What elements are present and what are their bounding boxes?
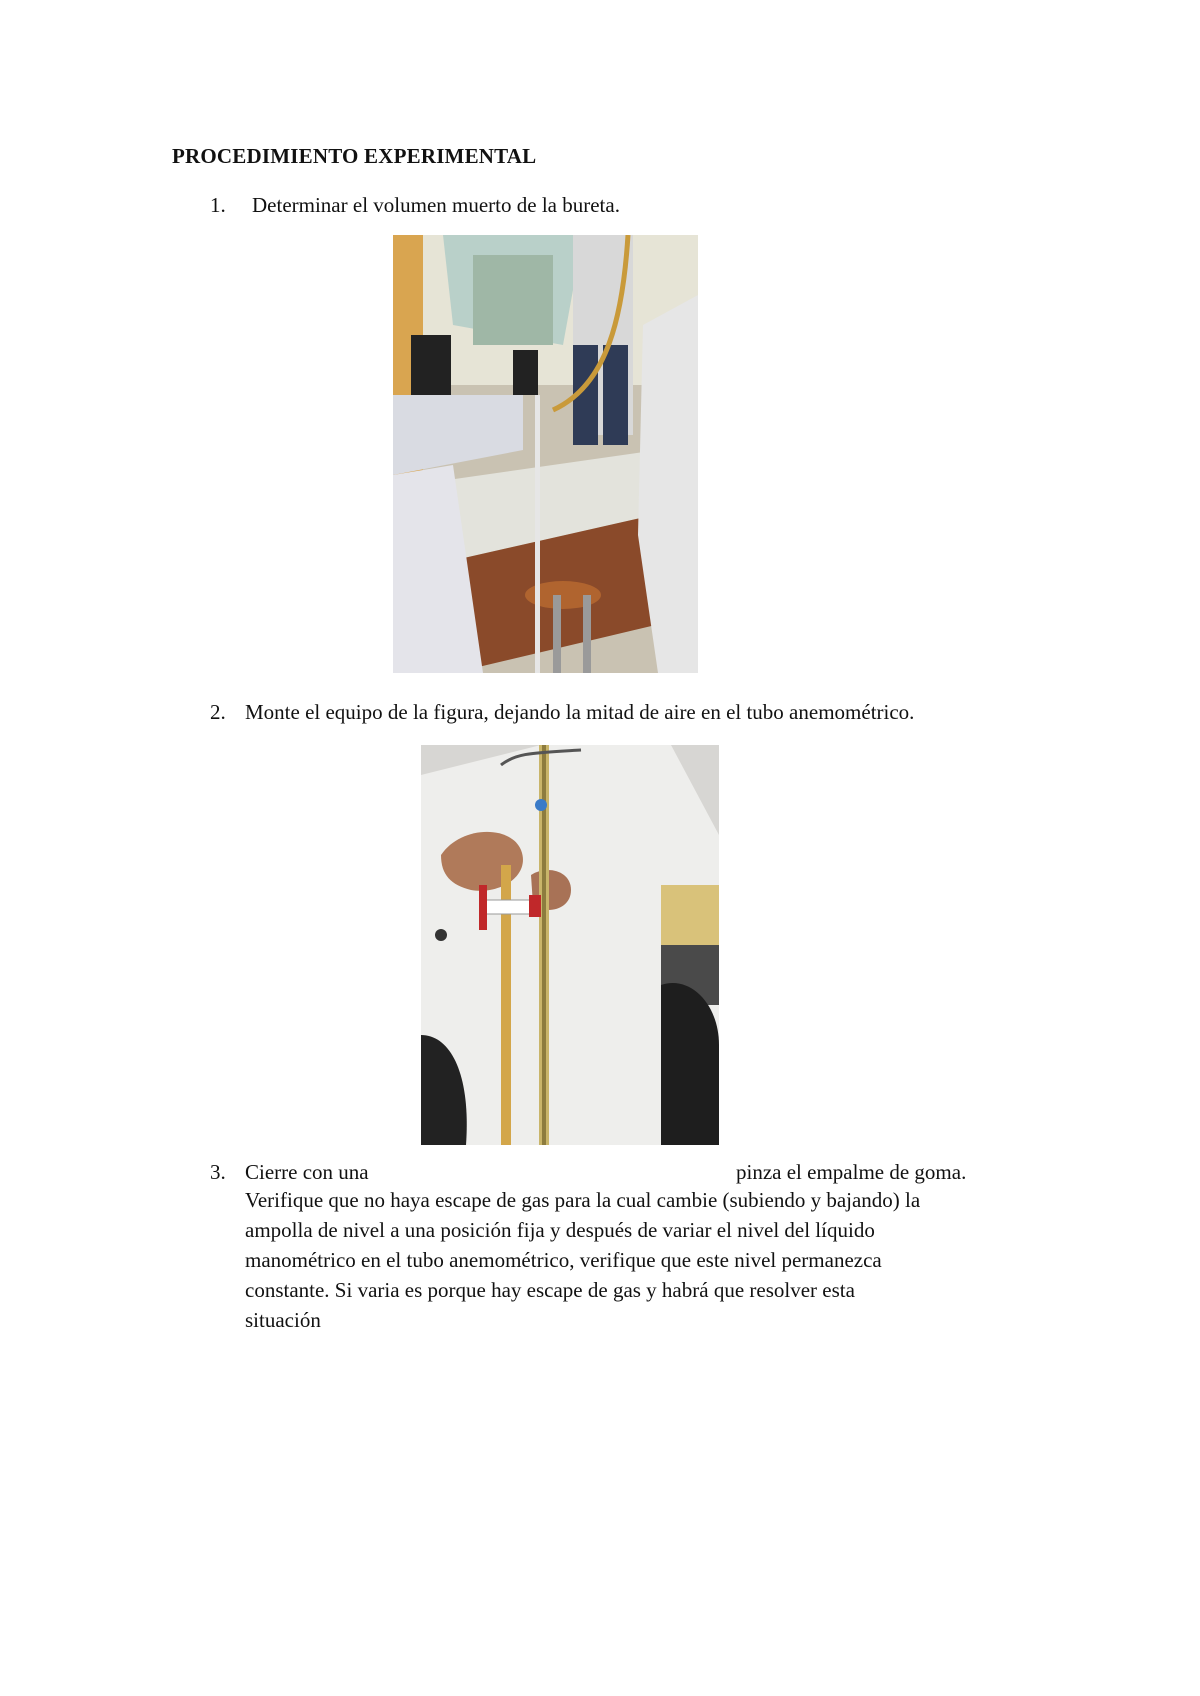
step-3-line: situación xyxy=(245,1308,321,1332)
step-3-text-end: pinza el empalme de goma. xyxy=(736,1160,967,1184)
step-3-text-start: Cierre con una xyxy=(245,1160,369,1184)
step-2-text: Monte el equipo de la figura, dejando la mitad de aire en el tubo anemométrico. xyxy=(245,700,915,724)
step-1-text: Determinar el volumen muerto de la bureta. xyxy=(252,193,620,217)
step-3-line: Verifique que no haya escape de gas para la cual cambie (subiendo y bajando) la xyxy=(245,1188,921,1212)
step-1-number: 1. xyxy=(210,193,226,217)
step-2-number: 2. xyxy=(210,700,226,724)
step-3-number: 3. xyxy=(210,1160,226,1184)
lab-photo-equipment xyxy=(421,745,719,1145)
step-3-line: constante. Si varia es porque hay escape de gas y habrá que resolver esta xyxy=(245,1278,855,1302)
step-3-line: manométrico en el tubo anemométrico, verifique que este nivel permanezca xyxy=(245,1248,882,1272)
page-heading: PROCEDIMIENTO EXPERIMENTAL xyxy=(172,144,537,168)
step-3-line: ampolla de nivel a una posición fija y después de variar el nivel del líquido xyxy=(245,1218,875,1242)
lab-photo-burette xyxy=(393,235,698,673)
